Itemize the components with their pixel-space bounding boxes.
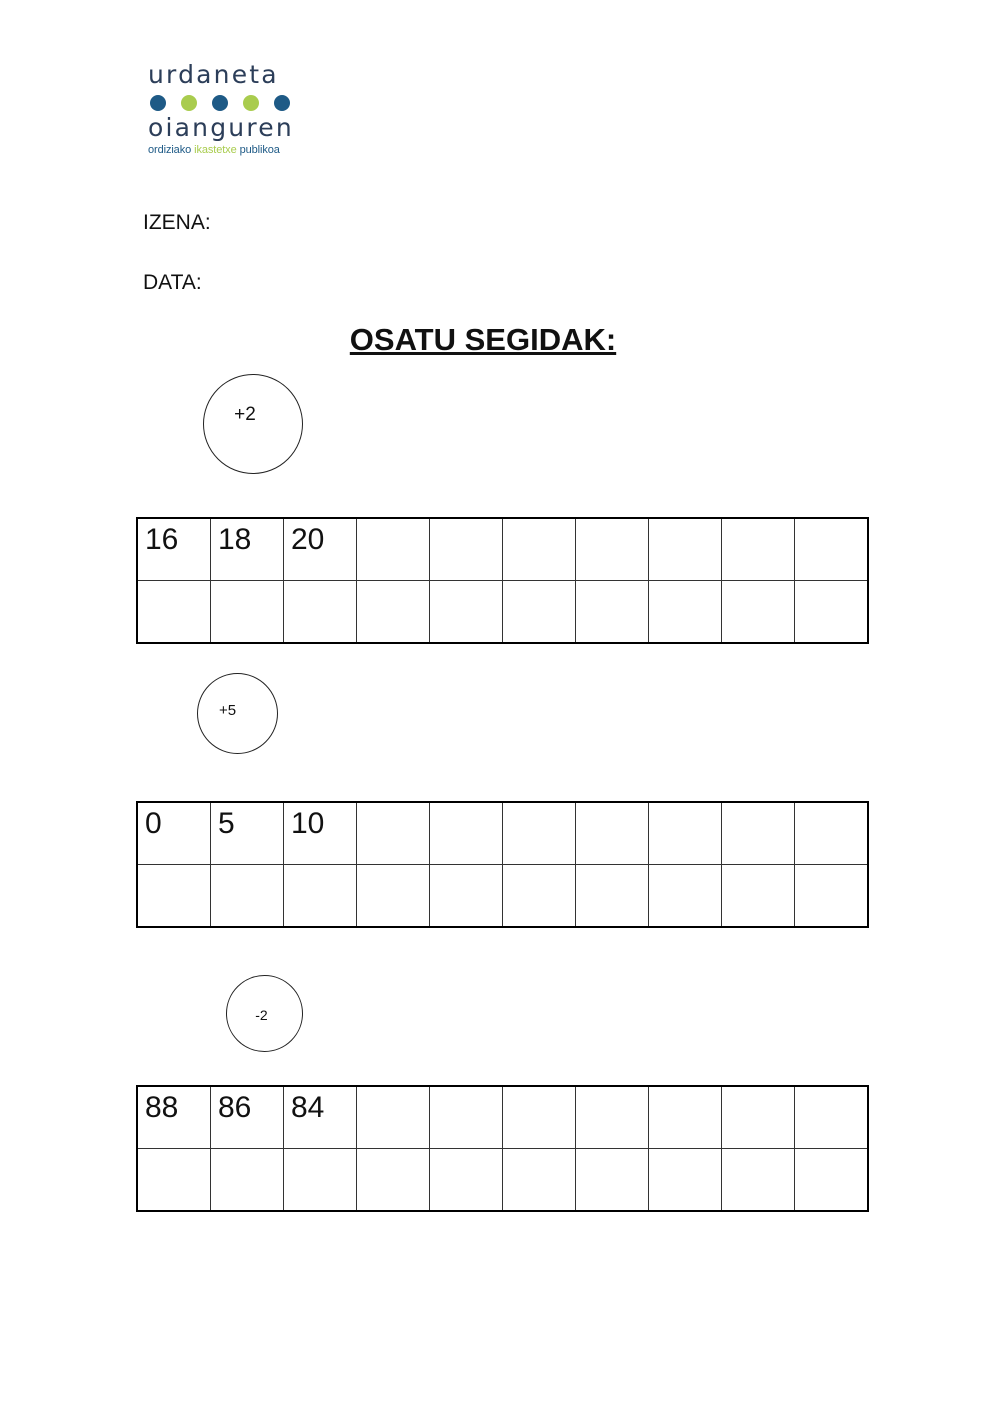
grid-cell[interactable] (576, 518, 649, 581)
grid-cell[interactable] (795, 865, 869, 928)
sequence-grid (136, 1085, 869, 1212)
table-row (137, 518, 868, 581)
grid-cell[interactable] (795, 581, 869, 644)
logo-dot (243, 95, 259, 111)
sequence-grid (136, 801, 869, 928)
grid-cell[interactable] (137, 581, 211, 644)
grid-cell[interactable] (211, 865, 284, 928)
grid-cell[interactable] (430, 865, 503, 928)
logo-word-urdaneta: urdaneta (148, 60, 279, 89)
grid-cell[interactable] (795, 1086, 869, 1149)
logo-tagline-part3: publikoa (239, 144, 280, 156)
grid-cell[interactable] (137, 1149, 211, 1212)
grid-cell[interactable] (576, 802, 649, 865)
given-value: 10 (291, 807, 325, 840)
grid-cell[interactable] (795, 802, 869, 865)
grid-cell[interactable] (503, 1149, 576, 1212)
grid-cell[interactable] (357, 865, 430, 928)
grid-cell[interactable] (649, 1149, 722, 1212)
given-value: 88 (145, 1091, 179, 1124)
grid-cell[interactable] (137, 802, 211, 865)
grid-cell[interactable] (503, 518, 576, 581)
grid-cell[interactable] (357, 1086, 430, 1149)
grid-cell[interactable] (722, 1086, 795, 1149)
grid-cell[interactable] (284, 518, 357, 581)
grid-cell[interactable] (357, 581, 430, 644)
grid-cell[interactable] (284, 1149, 357, 1212)
name-label: IZENA: (143, 211, 211, 234)
logo-word-oianguren: oianguren (148, 113, 294, 142)
grid-cell[interactable] (211, 1149, 284, 1212)
table-row (137, 1149, 868, 1212)
table-row (137, 865, 868, 928)
logo-dot (181, 95, 197, 111)
grid-cell[interactable] (284, 802, 357, 865)
logo-tagline-part1: ordiziako (148, 144, 192, 156)
grid-cell[interactable] (503, 802, 576, 865)
given-value: 84 (291, 1091, 325, 1124)
grid-cell[interactable] (211, 1086, 284, 1149)
grid-cell[interactable] (649, 581, 722, 644)
grid-cell[interactable] (137, 865, 211, 928)
grid-cell[interactable] (503, 865, 576, 928)
logo-dot (212, 95, 228, 111)
logo-dot (150, 95, 166, 111)
given-value: 16 (145, 523, 179, 556)
rule-label: -2 (255, 1006, 268, 1023)
rule-circle (203, 374, 303, 474)
given-value: 0 (145, 807, 162, 840)
grid-cell[interactable] (649, 865, 722, 928)
table-row (137, 802, 868, 865)
grid-cell[interactable] (357, 802, 430, 865)
grid-cell[interactable] (211, 581, 284, 644)
table-row (137, 581, 868, 644)
grid-cell[interactable] (211, 518, 284, 581)
rule-label: +2 (234, 404, 256, 425)
grid-cell[interactable] (430, 1149, 503, 1212)
grid-cell[interactable] (430, 1086, 503, 1149)
grid-cell[interactable] (137, 1086, 211, 1149)
grid-cell[interactable] (722, 802, 795, 865)
logo-tagline-part2: ikastetxe (194, 144, 237, 156)
grid-cell[interactable] (722, 581, 795, 644)
grid-cell[interactable] (722, 1149, 795, 1212)
rule-label: +5 (218, 702, 237, 719)
grid-cell[interactable] (576, 1149, 649, 1212)
grid-cell[interactable] (137, 518, 211, 581)
logo-dot (274, 95, 290, 111)
logo-dots (150, 95, 308, 111)
given-value: 86 (218, 1091, 252, 1124)
grid-cell[interactable] (649, 1086, 722, 1149)
grid-cell[interactable] (284, 581, 357, 644)
grid-cell[interactable] (795, 1149, 869, 1212)
table-row (137, 1086, 868, 1149)
given-value: 18 (218, 523, 252, 556)
grid-cell[interactable] (503, 1086, 576, 1149)
given-value: 20 (291, 523, 325, 556)
grid-cell[interactable] (430, 581, 503, 644)
grid-cell[interactable] (503, 581, 576, 644)
school-logo (148, 62, 308, 156)
grid-cell[interactable] (211, 802, 284, 865)
grid-cell[interactable] (722, 518, 795, 581)
grid-cell[interactable] (795, 518, 869, 581)
given-value: 5 (218, 807, 235, 840)
grid-cell[interactable] (357, 518, 430, 581)
logo-tagline (148, 144, 308, 156)
grid-cell[interactable] (576, 1086, 649, 1149)
grid-cell[interactable] (284, 1086, 357, 1149)
grid-cell[interactable] (284, 865, 357, 928)
sequence-grid (136, 517, 869, 644)
grid-cell[interactable] (649, 518, 722, 581)
page-title: OSATU SEGIDAK: (349, 322, 617, 357)
grid-cell[interactable] (430, 802, 503, 865)
grid-cell[interactable] (430, 518, 503, 581)
rule-circle (197, 673, 278, 754)
grid-cell[interactable] (576, 865, 649, 928)
grid-cell[interactable] (576, 581, 649, 644)
date-label: DATA: (143, 271, 202, 294)
grid-cell[interactable] (357, 1149, 430, 1212)
grid-cell[interactable] (649, 802, 722, 865)
grid-cell[interactable] (722, 865, 795, 928)
rule-circle (226, 975, 303, 1052)
